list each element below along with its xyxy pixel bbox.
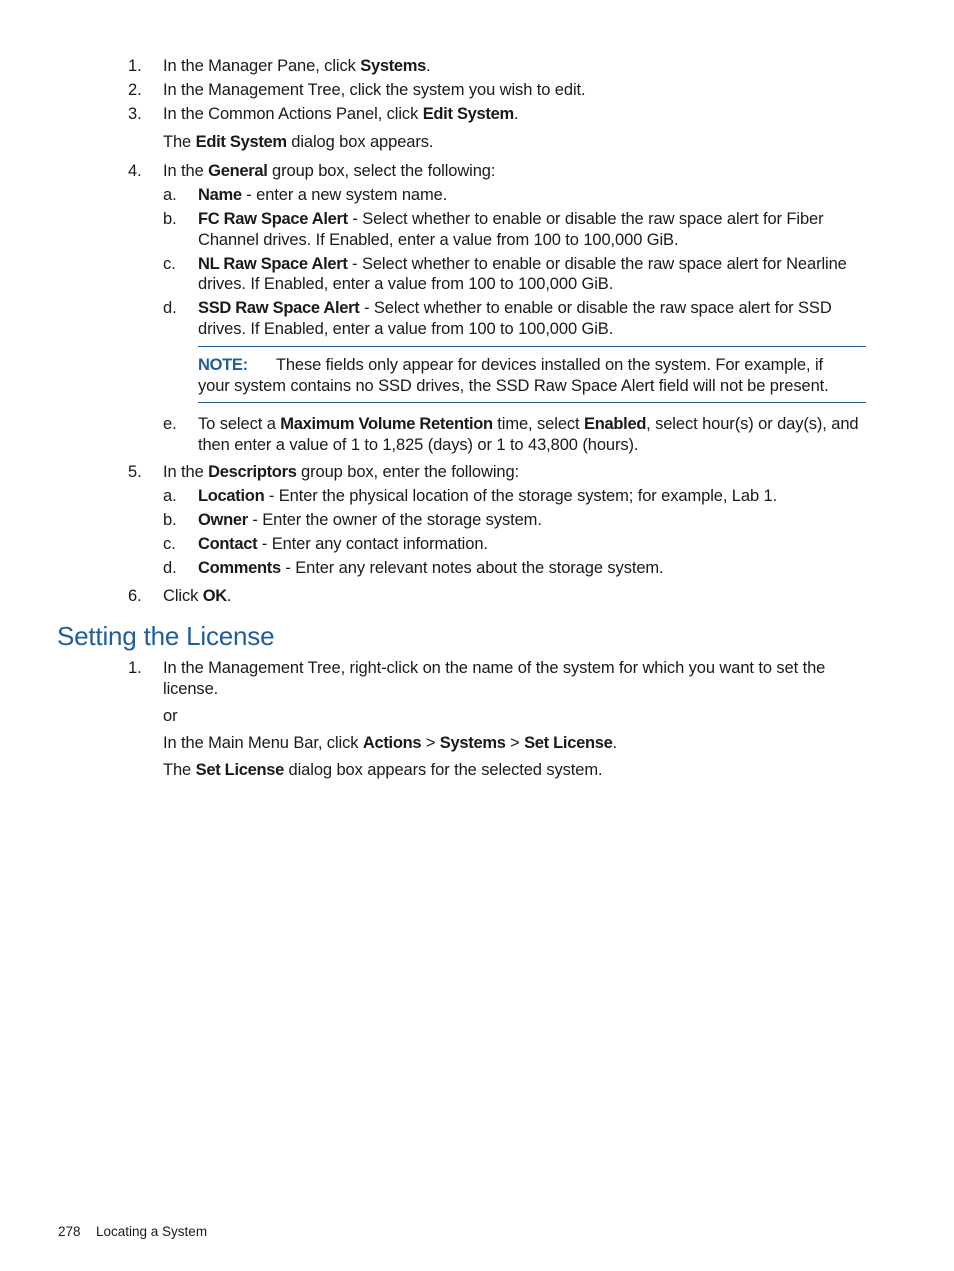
or-text: or xyxy=(163,707,178,725)
license-step-1-text: In the Management Tree, right-click on the name of the system for which you want to set the xyxy=(163,659,826,677)
substep-letter: b. xyxy=(163,511,177,529)
step-3-text: In the Common Actions Panel, click Edit System. xyxy=(163,105,519,123)
page-number: 278 xyxy=(58,1224,81,1239)
note-text: NOTE: These fields only appear for devices installed on the system. For example, if xyxy=(198,356,823,374)
substep-letter: d. xyxy=(163,299,177,317)
step-3-result: The Edit System dialog box appears. xyxy=(163,133,434,151)
substep-letter: c. xyxy=(163,255,176,273)
substep-letter: c. xyxy=(163,535,176,553)
substep-4a-text: Name - enter a new system name. xyxy=(198,186,448,204)
substep-4c-text: NL Raw Space Alert - Select whether to enable or disable the raw space alert for Nearline xyxy=(198,255,847,273)
note-top-rule xyxy=(198,346,866,347)
note-text-cont: your system contains no SSD drives, the SSD Raw Space Alert field will not be present. xyxy=(198,377,829,395)
step-number: 1. xyxy=(128,57,142,75)
substep-letter: e. xyxy=(163,415,177,433)
substep-letter: d. xyxy=(163,559,177,577)
step-number: 1. xyxy=(128,659,142,677)
note-bottom-rule xyxy=(198,402,866,403)
substep-4b-text-cont: Channel drives. If Enabled, enter a value from 100 to 100,000 GiB. xyxy=(198,231,679,249)
step-1-text: In the Manager Pane, click Systems. xyxy=(163,57,431,75)
substep-5c-text: Contact - Enter any contact information. xyxy=(198,535,488,553)
note-label: NOTE: xyxy=(198,356,248,374)
step-4-text: In the General group box, select the following: xyxy=(163,162,496,180)
step-5-text: In the Descriptors group box, enter the following: xyxy=(163,463,520,481)
substep-5d-text: Comments - Enter any relevant notes about the storage system. xyxy=(198,559,664,577)
step-number: 2. xyxy=(128,81,142,99)
step-number: 3. xyxy=(128,105,142,123)
footer-title: Locating a System xyxy=(96,1224,208,1239)
step-number: 5. xyxy=(128,463,142,481)
substep-4d-text: SSD Raw Space Alert - Select whether to enable or disable the raw space alert for SSD xyxy=(198,299,832,317)
substep-4e-text: To select a Maximum Volume Retention time, select Enabled, select hour(s) or day(s), and xyxy=(198,415,859,433)
substep-letter: a. xyxy=(163,186,177,204)
substep-4b-text: FC Raw Space Alert - Select whether to enable or disable the raw space alert for Fiber xyxy=(198,210,824,228)
step-6-text: Click OK. xyxy=(163,587,232,605)
substep-letter: b. xyxy=(163,210,177,228)
substep-4e-text-cont: then enter a value of 1 to 1,825 (days) or 1 to 43,800 (hours). xyxy=(198,436,639,454)
substep-5b-text: Owner - Enter the owner of the storage system. xyxy=(198,511,542,529)
substep-4c-text-cont: drives. If Enabled, enter a value from 100 to 100,000 GiB. xyxy=(198,275,614,293)
license-result-text: The Set License dialog box appears for the selected system. xyxy=(163,761,603,779)
step-number: 4. xyxy=(128,162,142,180)
step-number: 6. xyxy=(128,587,142,605)
substep-5a-text: Location - Enter the physical location of the storage system; for example, Lab 1. xyxy=(198,487,778,505)
step-2-text: In the Management Tree, click the system you wish to edit. xyxy=(163,81,586,99)
license-step-1-text-cont: license. xyxy=(163,680,219,698)
menu-path-text: In the Main Menu Bar, click Actions > Systems > Set License. xyxy=(163,734,617,752)
substep-4d-text-cont: drives. If Enabled, enter a value from 100 to 100,000 GiB. xyxy=(198,320,614,338)
section-heading: Setting the License xyxy=(57,621,275,651)
substep-letter: a. xyxy=(163,487,177,505)
